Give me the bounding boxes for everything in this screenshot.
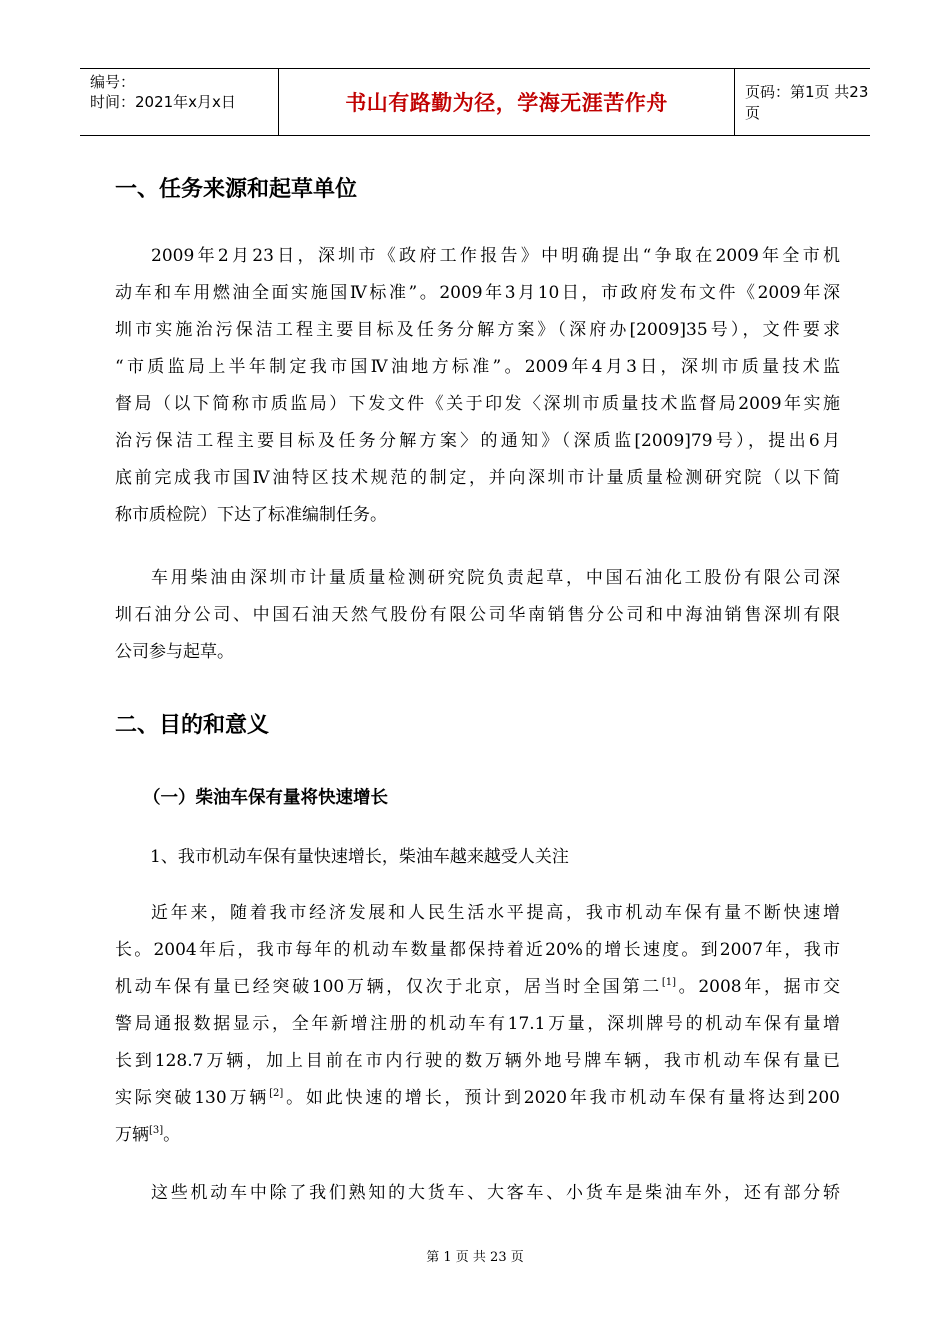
citation-ref: [3] — [149, 1125, 164, 1136]
text-line: 这些机动车中除了我们熟知的大货车、大客车、小货车是柴油车外，还有部分轿 — [151, 1183, 840, 1203]
text-segment: 。 — [163, 1125, 181, 1145]
text-line: 长到128.7万辆，加上目前在市内行驶的数万辆外地号牌车辆，我市机动车保有量已 — [115, 1051, 840, 1071]
text-line: 称市质检院）下达了标准编制任务。 — [115, 505, 387, 525]
text-line: “市质监局上半年制定我市国Ⅳ油地方标准”。2009年4月3日，深圳市质量技术监 — [115, 357, 840, 377]
document-date-label: 时间：2021年x月x日 — [90, 93, 236, 111]
citation-ref: [2] — [269, 1088, 284, 1099]
header-motto: 书山有路勤为径，学海无涯苦作舟 — [345, 91, 668, 115]
header-motto-cell — [279, 69, 735, 135]
page-header — [80, 68, 870, 136]
header-meta — [80, 69, 279, 135]
text-line: 长。2004年后，我市每年的机动车数量都保持着近20%的增长速度。到2007年，我市 — [115, 940, 840, 960]
section1-paragraph-1 — [115, 238, 840, 534]
text-line: 圳石油分公司、中国石油天然气股份有限公司华南销售分公司和中海油销售深圳有限 — [115, 605, 840, 625]
text-line: 2009年2月23日，深圳市《政府工作报告》中明确提出“争取在2009年全市机 — [151, 246, 840, 266]
text-line: 督局（以下简称市质监局）下发文件《关于印发〈深圳市质量技术监督局2009年实施 — [115, 394, 840, 414]
text-line: 警局通报数据显示，全年新增注册的机动车有17.1万量，深圳牌号的机动车保有量增 — [115, 1014, 840, 1034]
text-line — [115, 969, 840, 1006]
text-segment: 实际突破130万辆 — [115, 1088, 270, 1108]
text-segment: 。2008年，据市交 — [675, 977, 841, 997]
section2-paragraph-2 — [115, 1175, 840, 1212]
text-segment: 机动车保有量已经突破100万辆，仅次于北京，居当时全国第二 — [115, 977, 662, 997]
section2-paragraph-1 — [115, 895, 840, 1154]
section2-heading: 二、目的和意义 — [115, 713, 270, 738]
text-line: 治污保洁工程主要目标及任务分解方案〉的通知》（深质监[2009]79号），提出6月 — [115, 431, 840, 451]
text-segment: 万辆 — [115, 1125, 149, 1145]
text-line: 公司参与起草。 — [115, 642, 234, 662]
text-line: 底前完成我市国Ⅳ油特区技术规范的制定，并向深圳市计量质量检测研究院（以下简 — [115, 468, 840, 488]
text-line: 动车和车用燃油全面实施国Ⅳ标准”。2009年3月10日，市政府发布文件《2009年深 — [115, 283, 840, 303]
section2-list-item: 1、我市机动车保有量快速增长，柴油车越来越受人关注 — [150, 847, 569, 867]
text-line: 圳市实施治污保洁工程主要目标及任务分解方案》（深府办[2009]35号），文件要求 — [115, 320, 840, 340]
text-line: 近年来，随着我市经济发展和人民生活水平提高，我市机动车保有量不断快速增 — [151, 903, 840, 923]
text-line — [115, 1117, 840, 1154]
text-segment: 。如此快速的增长，预计到2020年我市机动车保有量将达到200 — [283, 1088, 840, 1108]
page-footer: 第 1 页 共 23 页 — [426, 1250, 524, 1265]
header-page-info: 页码：第1页 共23页 — [745, 83, 869, 122]
section1-heading: 一、任务来源和起草单位 — [115, 177, 358, 202]
text-line — [115, 1080, 840, 1117]
citation-ref: [1] — [661, 977, 676, 988]
section2-subheading: （一）柴油车保有量将快速增长 — [143, 788, 388, 808]
section1-paragraph-2 — [115, 560, 840, 671]
document-number-label: 编号： — [90, 73, 136, 91]
text-line: 车用柴油由深圳市计量质量检测研究院负责起草，中国石油化工股份有限公司深 — [151, 568, 840, 588]
